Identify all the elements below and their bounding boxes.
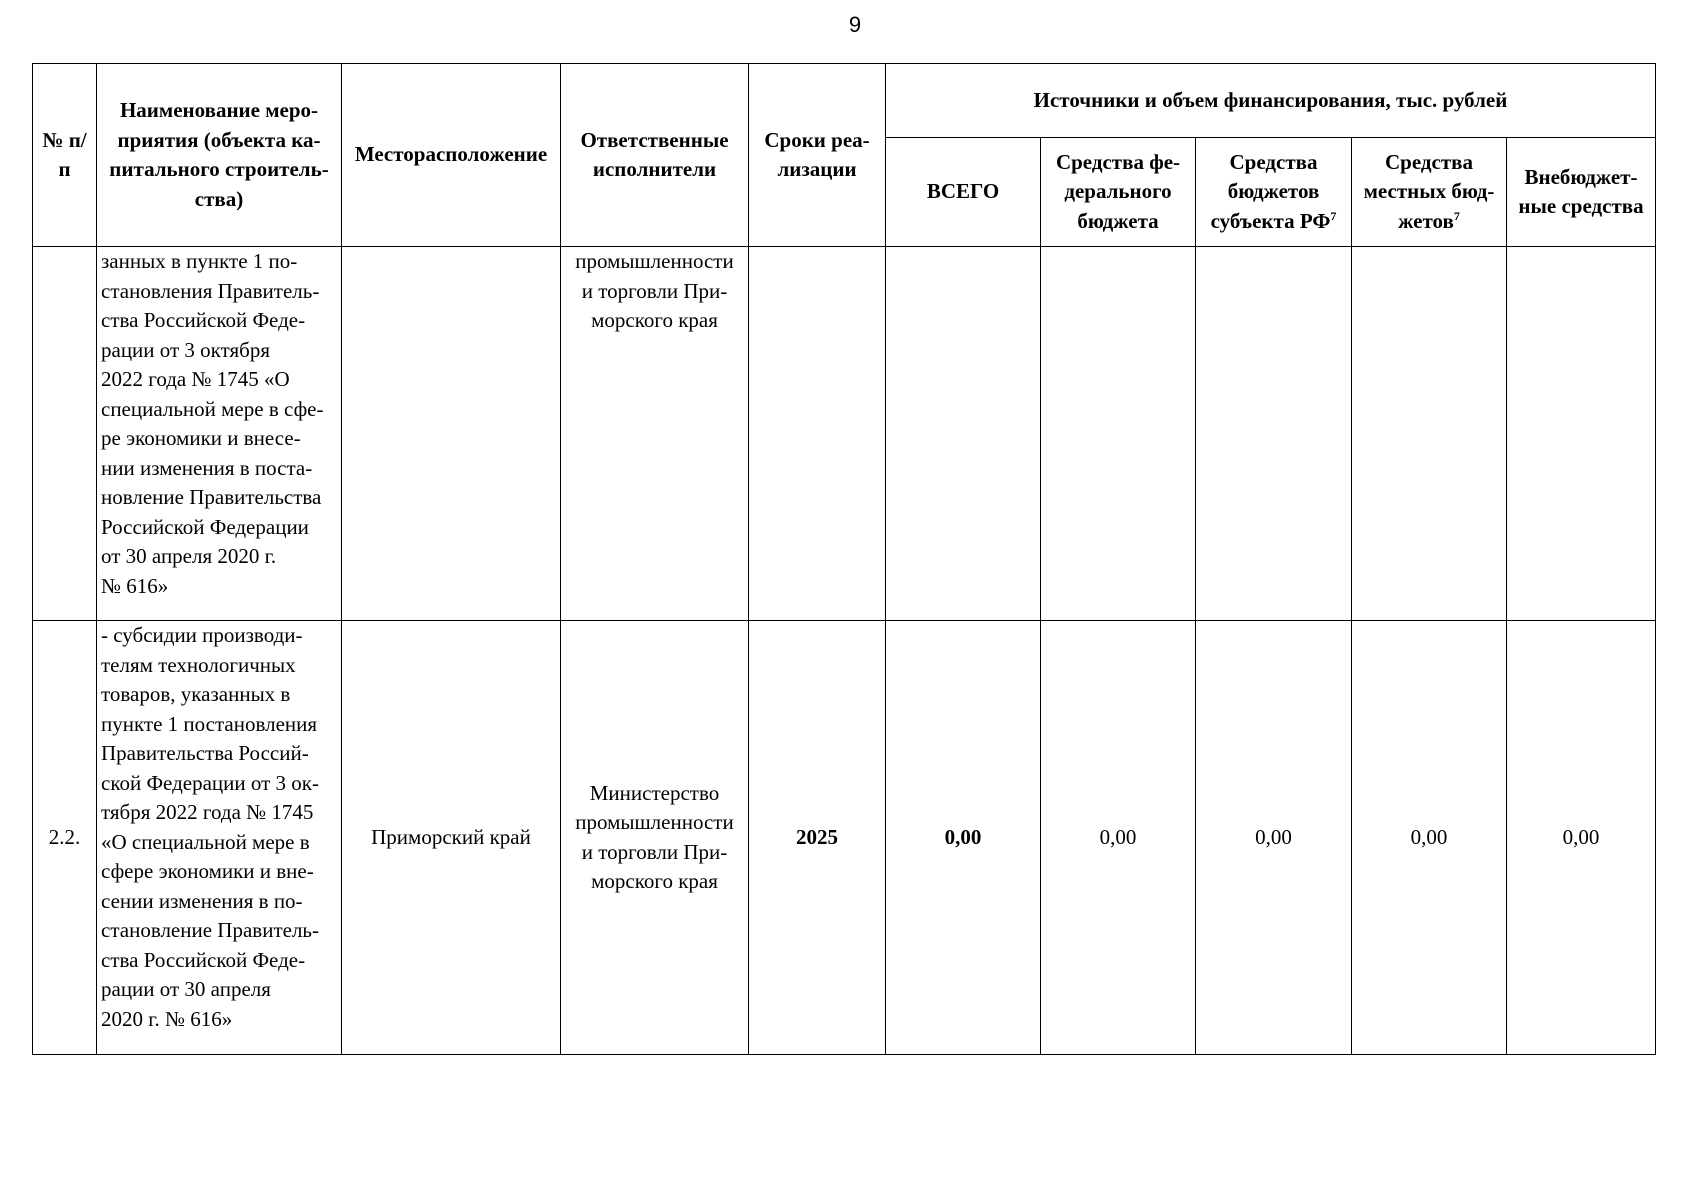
table-row [33, 247, 1656, 621]
header-terms: Сроки реа- лизации [749, 64, 886, 247]
row-local [1352, 247, 1507, 621]
header-row-group [33, 64, 1656, 138]
header-num: № п/п [33, 64, 97, 247]
header-local: Средства местных бюд- жетов$^7$ [1352, 138, 1507, 247]
row-executors: Министерство промышленности и торговли При- морского края [561, 621, 749, 1055]
header-federal: Средства фе- дерального бюджета [1041, 138, 1196, 247]
row-extra: 0,00 [1507, 621, 1656, 1055]
header-location: Месторасположение [342, 64, 561, 247]
row-name: занных в пункте 1 по- становления Правитель- ства Российской Феде- рации от 3 октября 2022 года № 1745 «О специальной мере в сфе- ре экономики и внесе- нии изменения в поста- новление Правительства Российской Федерации от 30 апреля 2020 г. № 616» [97, 247, 342, 621]
financing-table [32, 63, 1656, 1055]
row-local: 0,00 [1352, 621, 1507, 1055]
header-total: ВСЕГО [886, 138, 1041, 247]
header-funding-group: Источники и объем финансирования, тыс. рублей [886, 64, 1656, 138]
header-regional: Средства бюджетов субъекта $РФ^7$ [1196, 138, 1352, 247]
row-location [342, 247, 561, 621]
row-name: - субсидии производи- телям технологичных товаров, указанных в пункте 1 постановления Правительства Россий- ской Федерации от 3 ок- тября 2022 года № 1745 «О специальной мере в сфере экономики и вне- сении изменения в по- становление Правитель- ства Российской Феде- рации от 30 апреля 2020 г. № 616» [97, 621, 342, 1055]
row-federal: 0,00 [1041, 621, 1196, 1055]
row-num [33, 247, 97, 621]
row-regional [1196, 247, 1352, 621]
header-regional-footnote: 7 [1330, 208, 1337, 223]
row-federal [1041, 247, 1196, 621]
header-local-footnote: 7 [1453, 208, 1460, 223]
page-number: 9 [848, 12, 862, 37]
row-total [886, 247, 1041, 621]
row-executors: промышленности и торговли При- морского края [561, 247, 749, 621]
row-total: 0,00 [886, 621, 1041, 1055]
row-terms: 2025 [749, 621, 886, 1055]
row-terms [749, 247, 886, 621]
header-extra: Внебюджет- ные средства [1507, 138, 1656, 247]
row-num: 2.2. [33, 621, 97, 1055]
row-extra [1507, 247, 1656, 621]
header-name: Наименование меро- приятия (объекта ка- питального строитель- ства) [97, 64, 342, 247]
header-executors: Ответственные исполнители [561, 64, 749, 247]
row-location: Приморский край [342, 621, 561, 1055]
table-row [33, 621, 1656, 1055]
row-regional: 0,00 [1196, 621, 1352, 1055]
